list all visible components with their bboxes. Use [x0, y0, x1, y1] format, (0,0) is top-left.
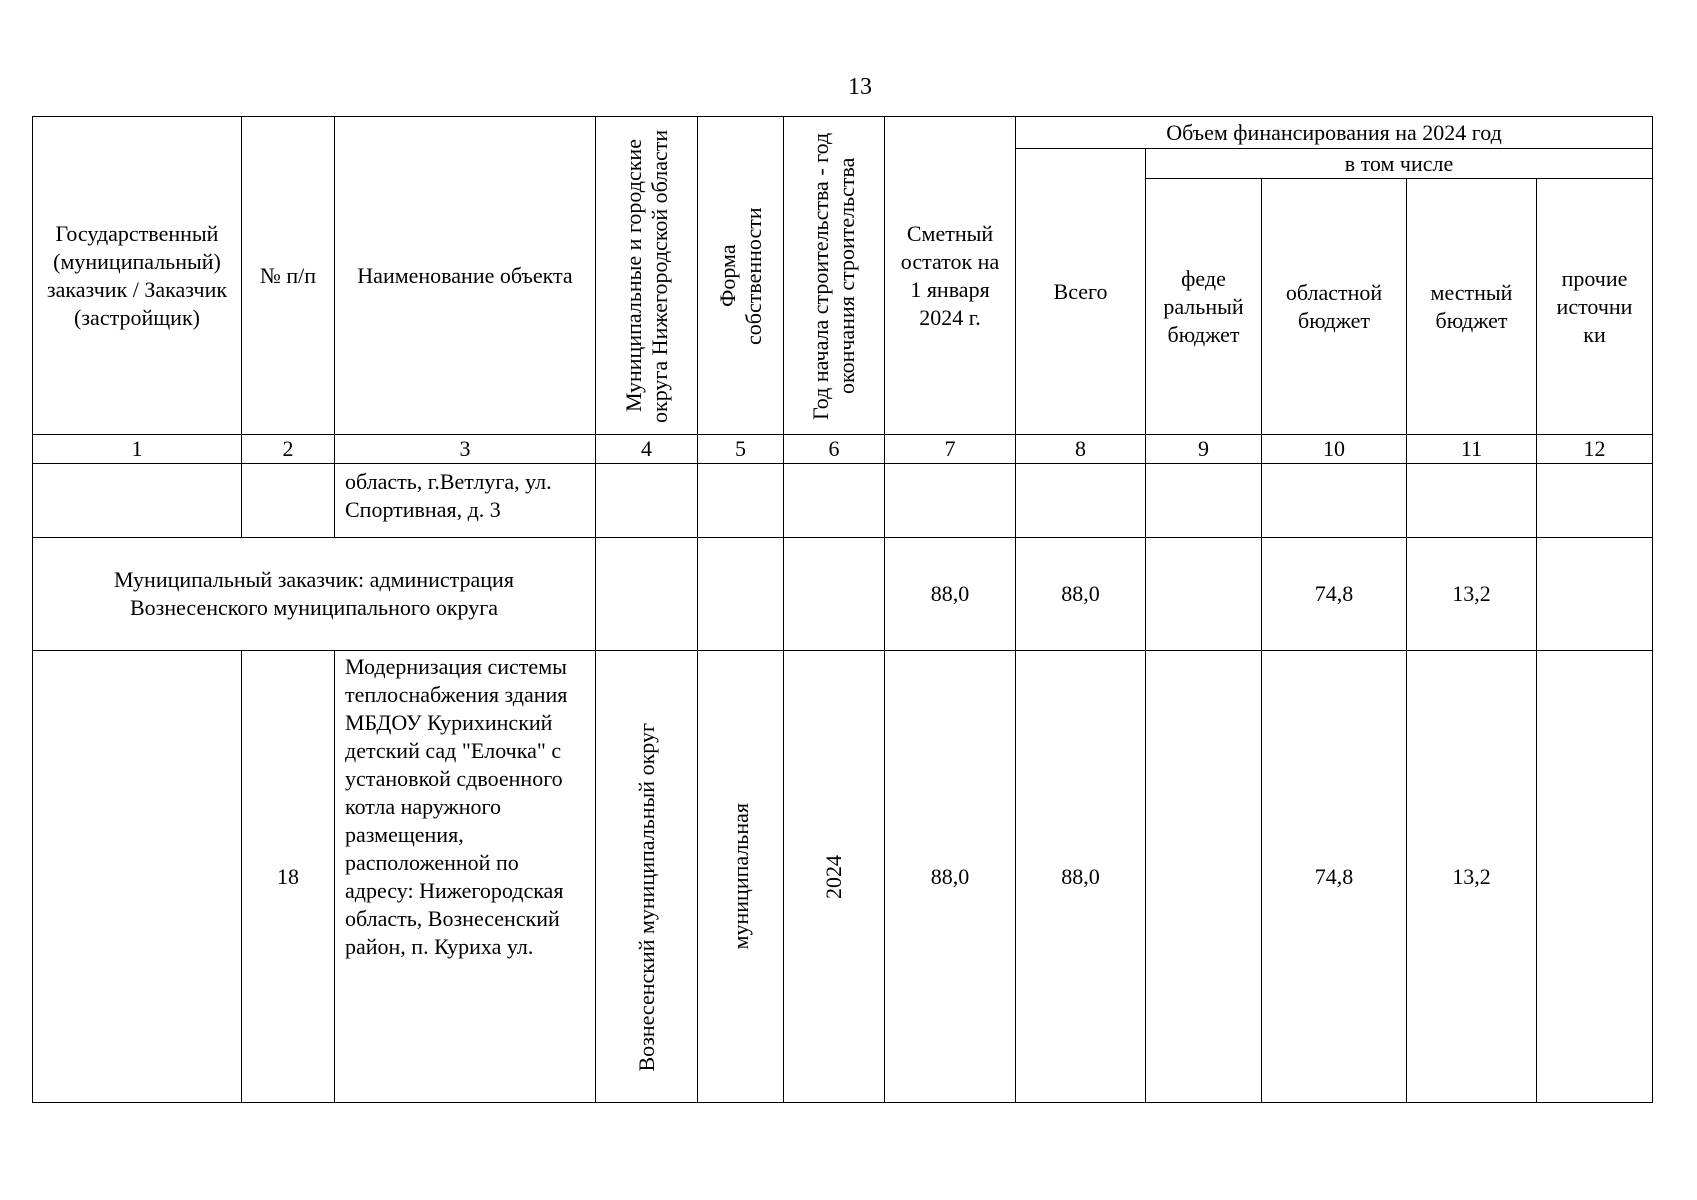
- header-remaining: Сметный остаток на 1 января 2024 г.: [885, 117, 1016, 435]
- cell-empty: [596, 464, 698, 538]
- column-number: 4: [596, 435, 698, 464]
- cell-empty: [784, 464, 885, 538]
- financing-table: [32, 116, 1653, 1103]
- page-number: 13: [848, 74, 872, 100]
- cell-empty: [698, 464, 784, 538]
- column-numbers-row: [33, 435, 1653, 464]
- column-number: 2: [242, 435, 335, 464]
- item-years: [784, 651, 885, 1103]
- header-years-label: Год начала строительства - год окончания строительства: [808, 131, 859, 420]
- cell-empty: [1262, 464, 1407, 538]
- cell-empty: [1537, 538, 1653, 651]
- cell-empty: [1407, 464, 1537, 538]
- header-number: № п/п: [242, 117, 335, 435]
- cell-empty: [1146, 651, 1262, 1103]
- customer-group-total: 88,0: [1016, 538, 1146, 651]
- column-number: 8: [1016, 435, 1146, 464]
- header-districts-label: Муниципальные и городские округа Нижегородской области: [620, 128, 672, 423]
- item-remaining: 88,0: [885, 651, 1016, 1103]
- header-row: [33, 117, 1653, 149]
- header-customer: Государственный (муниципальный) заказчик / Заказчик (застройщик): [33, 117, 242, 435]
- column-number: 3: [335, 435, 596, 464]
- item-ownership-label: муниципальная: [727, 803, 753, 950]
- continuation-object-name: область, г.Ветлуга, ул. Спортивная, д. 3: [335, 464, 596, 538]
- header-total: Всего: [1016, 149, 1146, 435]
- cell-empty: [1016, 464, 1146, 538]
- item-ownership: [698, 651, 784, 1103]
- item-number: 18: [242, 651, 335, 1103]
- cell-empty: [1537, 651, 1653, 1103]
- item-district: [596, 651, 698, 1103]
- column-number: 7: [885, 435, 1016, 464]
- cell-empty: [33, 464, 242, 538]
- column-number: 10: [1262, 435, 1407, 464]
- header-years: [784, 117, 885, 435]
- column-number: 5: [698, 435, 784, 464]
- item-local: 13,2: [1407, 651, 1537, 1103]
- header-ownership: [698, 117, 784, 435]
- cell-empty: [242, 464, 335, 538]
- cell-empty: [784, 538, 885, 651]
- cell-empty: [33, 651, 242, 1103]
- customer-group-local: 13,2: [1407, 538, 1537, 651]
- header-local: местный бюджет: [1407, 179, 1537, 435]
- item-object-name: Модернизация системы теплоснабжения здания МБДОУ Курихинский детский сад "Елочка" с установкой сдвоенного котла наружного размещения, расположенной по адресу: Нижегородская область, Вознесенский район, п. Куриха ул.: [335, 651, 596, 1103]
- item-regional: 74,8: [1262, 651, 1407, 1103]
- item-district-label: Вознесенский муниципальный округ: [633, 723, 659, 1072]
- header-federal: феде ральный бюджет: [1146, 179, 1262, 435]
- column-number: 11: [1407, 435, 1537, 464]
- header-other: прочие источни ки: [1537, 179, 1653, 435]
- table-row-customer-group: [33, 538, 1653, 651]
- item-total: 88,0: [1016, 651, 1146, 1103]
- cell-empty: [1146, 464, 1262, 538]
- customer-group-remaining: 88,0: [885, 538, 1016, 651]
- cell-empty: [698, 538, 784, 651]
- column-number: 1: [33, 435, 242, 464]
- cell-empty: [596, 538, 698, 651]
- item-years-label: 2024: [821, 854, 846, 899]
- header-object-name: Наименование объекта: [335, 117, 596, 435]
- header-including: в том числе: [1146, 149, 1653, 179]
- header-districts: [596, 117, 698, 435]
- column-number: 6: [784, 435, 885, 464]
- header-ownership-label: Форма собственности: [714, 206, 766, 345]
- header-regional: областной бюджет: [1262, 179, 1407, 435]
- table-row-continuation: [33, 464, 1653, 538]
- column-number: 9: [1146, 435, 1262, 464]
- column-number: 12: [1537, 435, 1653, 464]
- customer-group-regional: 74,8: [1262, 538, 1407, 651]
- header-funding: Объем финансирования на 2024 год: [1016, 117, 1653, 149]
- table-row-item: [33, 651, 1653, 1103]
- cell-empty: [1537, 464, 1653, 538]
- cell-empty: [1146, 538, 1262, 651]
- customer-group-label: Муниципальный заказчик: администрация Вознесенского муниципального округа: [33, 538, 596, 651]
- cell-empty: [885, 464, 1016, 538]
